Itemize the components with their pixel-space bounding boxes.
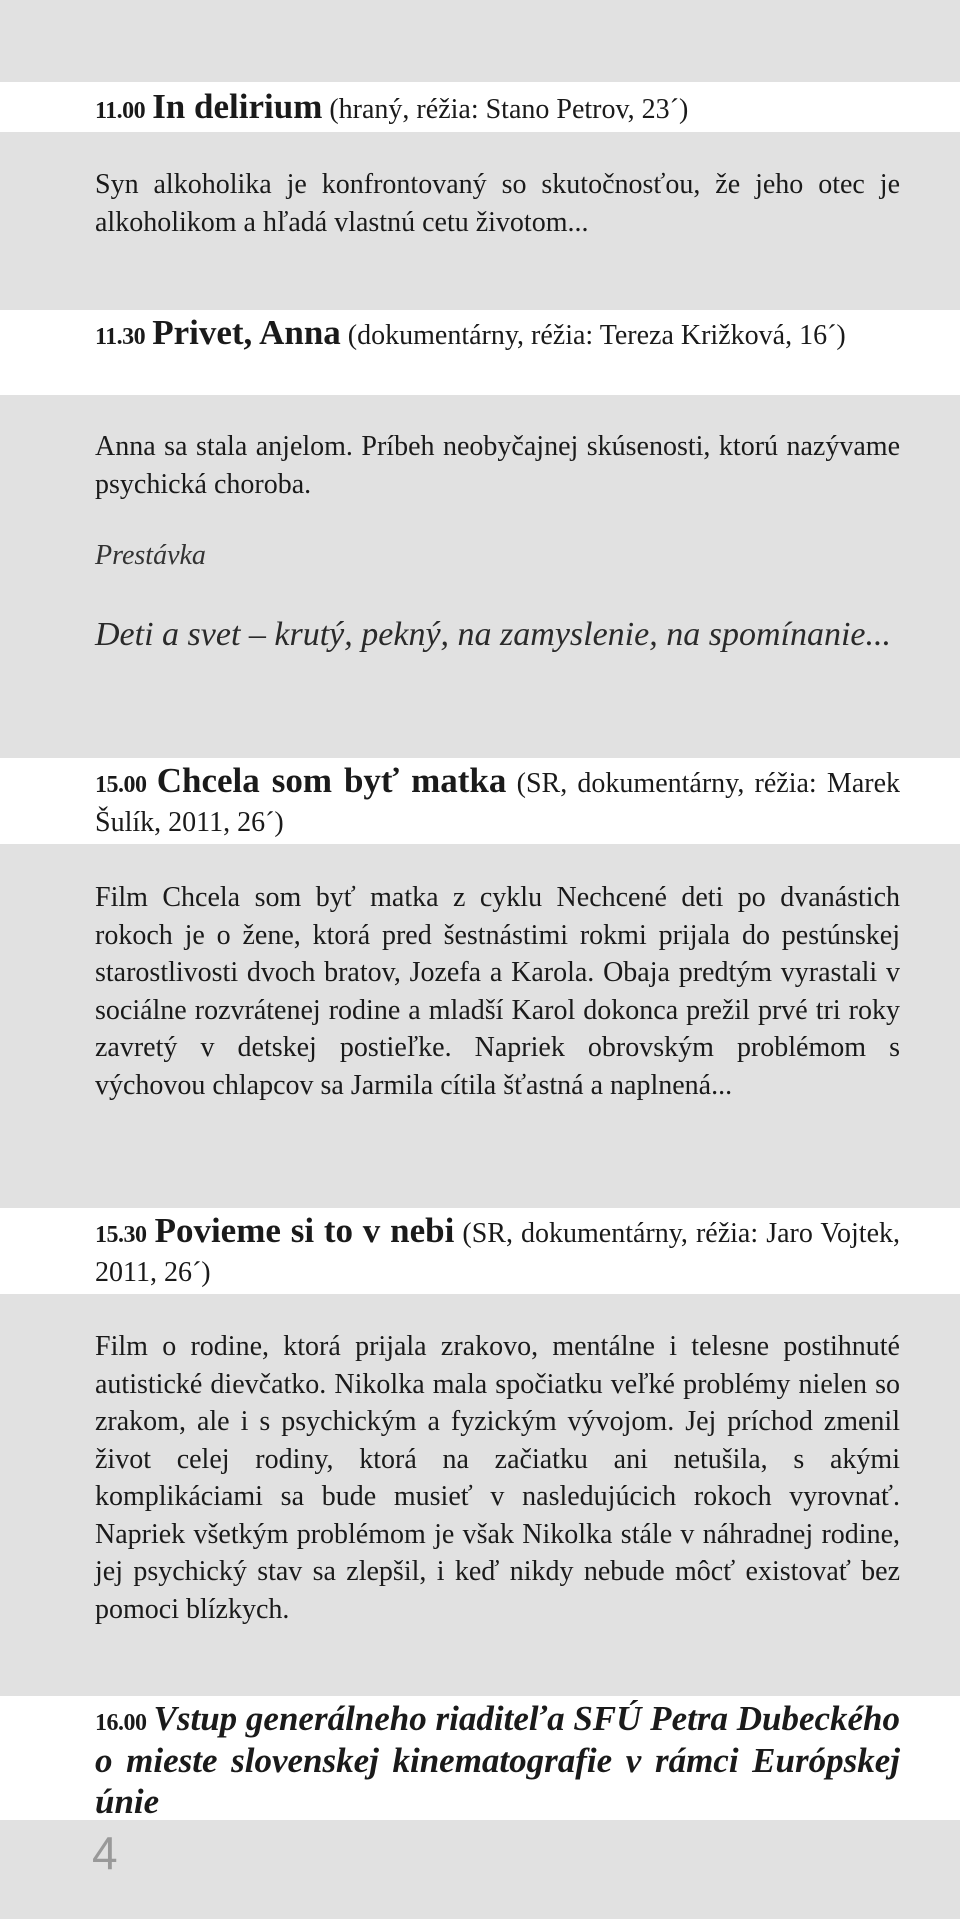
program-description: Anna sa stala anjelom. Príbeh neobyčajnej skúsenosti, ktorú nazývame psychická choroba. (95, 431, 900, 500)
program-item-header (95, 88, 900, 130)
program-description: Film Chcela som byť matka z cyklu Nechcené deti po dvanástich rokoch je o žene, ktorá pred šestnástimi rokmi prijala do pestúnskej starostlivosti dvoch bratov, Jozefa a Karola. Obaja predtým vyrastali v sociálne rozvrátenej rodine a mladší Karol dokonca prežil prvé tri roky zavretý v detskej postieľke. Napriek obrovským problémom s výchovou chlapcov sa Jarmila cítila šťastná a naplnená... (95, 882, 900, 1101)
program-time: 16.00 (95, 1710, 147, 1736)
program-time: 11.00 (95, 98, 146, 124)
section-title: Deti a svet – krutý, pekný, na zamyslenie, na spomínanie... (95, 616, 891, 653)
program-meta: (hraný, réžia: Stano Petrov, 23´) (322, 94, 689, 125)
program-item-header (95, 1700, 900, 1824)
program-title: Chcela som byť matka (156, 761, 507, 800)
intermission-label: Prestávka (95, 540, 206, 571)
program-meta: (SR, dokumentárny, réžia: Marek Šulík, 2011, 26´) (95, 768, 900, 838)
program-meta: (dokumentárny, réžia: Tereza Križková, 16´) (340, 320, 846, 351)
program-item-header (95, 762, 900, 842)
program-meta: (SR, dokumentárny, réžia: Jaro Vojtek, 2011, 26´) (95, 1218, 900, 1288)
page-number: 4 (92, 1827, 118, 1879)
program-description: Syn alkoholika je konfrontovaný so skutočnosťou, že jeho otec je alkoholikom a hľadá vlastnú cetu životom... (95, 169, 900, 238)
program-description: Film o rodine, ktorá prijala zrakovo, mentálne i telesne postihnuté autistické dievčatko. Nikolka mala spočiatku veľké problémy nielen so zrakom, ale i s psychickým a fyzickým vývojom. Jej príchod zmenil život celej rodiny, ktorá na začiatku ani netušila, s akými komplikáciami sa bude musieť v nasledujúcich rokoch vyrovnať. Napriek všetkým problémom je však Nikolka stále v náhradnej rodine, jej psychický stav sa zlepšil, i keď nikdy nebude môcť existovať bez pomoci blízkych. (95, 1331, 900, 1625)
program-title: In delirium (152, 87, 323, 126)
program-time: 15.30 (95, 1222, 147, 1248)
program-title: Povieme si to v nebi (154, 1211, 455, 1250)
program-time: 15.00 (95, 772, 147, 798)
program-item-header (95, 314, 900, 356)
program-title: Privet, Anna (152, 313, 341, 352)
program-title: Vstup generálneho riaditeľa SFÚ Petra Dubeckého o mieste slovenskej kinematografie v rámci Európskej únie (95, 1699, 901, 1821)
program-item-header (95, 1212, 900, 1292)
program-time: 11.30 (95, 324, 146, 350)
